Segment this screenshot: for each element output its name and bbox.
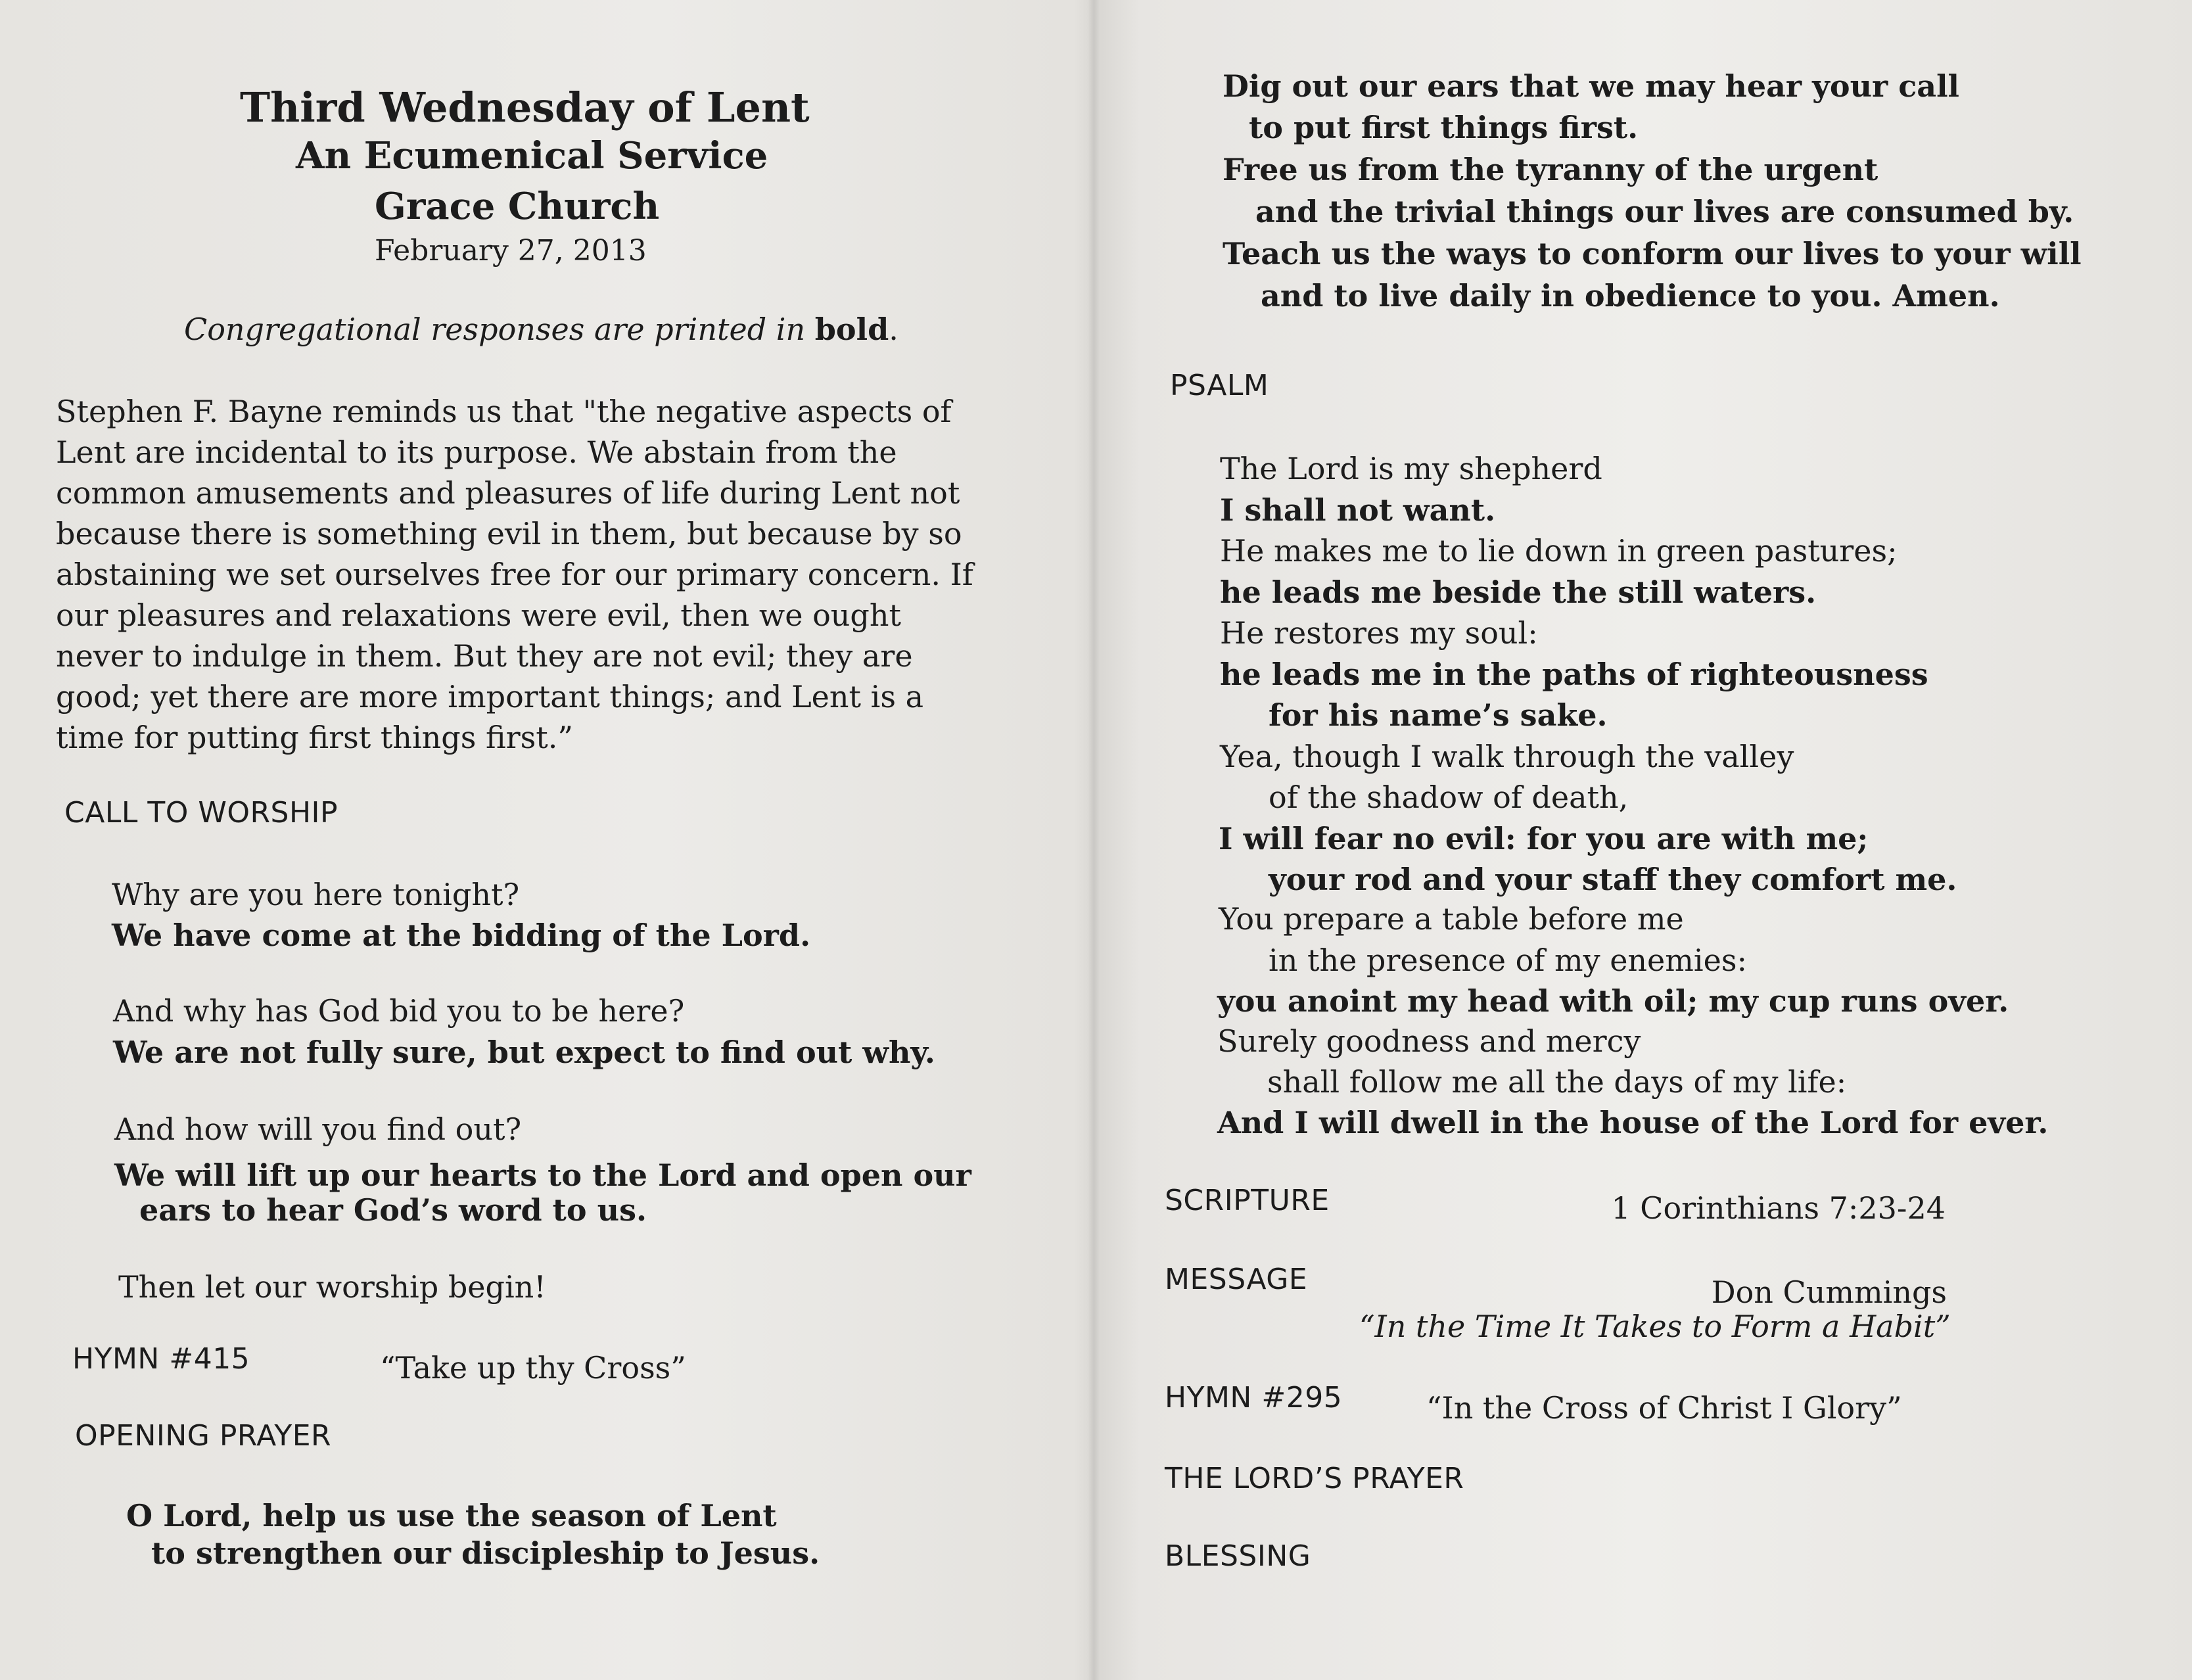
blessing-heading: BLESSING (1165, 1539, 1311, 1573)
service-subtitle: An Ecumenical Service (296, 134, 768, 177)
psalm-line-7: for his name’s sake. (1269, 697, 1608, 733)
prayer-cont-line-1: Dig out our ears that we may hear your call (1223, 68, 1960, 104)
service-title: Third Wednesday of Lent (240, 83, 810, 131)
right-page (1163, 0, 2103, 1680)
call-line-3: And how will you find out? (114, 1111, 522, 1147)
lords-prayer-heading: THE LORD’S PRAYER (1165, 1462, 1464, 1495)
psalm-line-8: Yea, though I walk through the valley (1220, 739, 1794, 774)
psalm-line-17: And I will dwell in the house of the Lord for ever. (1217, 1105, 2049, 1140)
message-speaker: Don Cummings (1711, 1274, 1947, 1310)
prayer-cont-line-5: Teach us the ways to conform our lives to your will (1223, 236, 2082, 271)
center-fold (1088, 0, 1100, 1680)
call-line-2: And why has God bid you to be here? (113, 993, 685, 1029)
psalm-line-3: He makes me to lie down in green pastures; (1220, 533, 1898, 569)
opening-prayer-line-2: to strengthen our discipleship to Jesus. (151, 1535, 820, 1571)
psalm-line-16: shall follow me all the days of my life: (1267, 1064, 1847, 1100)
prayer-cont-line-2: to put first things first. (1249, 110, 1639, 145)
psalm-line-9: of the shadow of death, (1269, 780, 1629, 815)
note-suffix: . (889, 312, 898, 347)
prayer-cont-line-4: and the trivial things our lives are consumed by. (1255, 194, 2074, 229)
message-title: “In the Time It Takes to Form a Habit” (1359, 1309, 1951, 1344)
service-date: February 27, 2013 (375, 234, 647, 268)
hymn-295-title: “In the Cross of Christ I Glory” (1426, 1390, 1902, 1426)
hymn-415-title: “Take up thy Cross” (380, 1350, 686, 1386)
call-to-worship-heading: CALL TO WORSHIP (64, 796, 338, 829)
church-name: Grace Church (375, 185, 660, 228)
responses-note (184, 312, 898, 347)
psalm-line-1: The Lord is my shepherd (1220, 451, 1602, 486)
psalm-line-13: in the presence of my enemies: (1269, 943, 1747, 978)
call-line-4: Then let our worship begin! (118, 1269, 546, 1305)
scripture-reference: 1 Corinthians 7:23-24 (1611, 1190, 1946, 1226)
note-bold: bold (814, 312, 889, 347)
opening-prayer-line-1: O Lord, help us use the season of Lent (126, 1498, 777, 1533)
message-label: MESSAGE (1165, 1263, 1308, 1296)
call-response-3b: ears to hear God’s word to us. (139, 1192, 647, 1228)
psalm-line-4: he leads me beside the still waters. (1220, 574, 1817, 610)
left-page (53, 0, 973, 1680)
note-prefix: Congregational responses are printed in (184, 312, 806, 347)
psalm-heading: PSALM (1170, 369, 1269, 402)
psalm-line-11: your rod and your staff they comfort me. (1269, 862, 1957, 897)
call-line-1: Why are you here tonight? (112, 877, 520, 912)
prayer-cont-line-3: Free us from the tyranny of the urgent (1223, 152, 1878, 187)
psalm-line-6: he leads me in the paths of righteousness (1220, 657, 1928, 692)
psalm-line-10: I will fear no evil: for you are with me; (1219, 821, 1869, 856)
psalm-line-12: You prepare a table before me (1219, 901, 1684, 937)
prayer-cont-line-6: and to live daily in obedience to you. Amen. (1261, 278, 2000, 314)
psalm-line-14: you anoint my head with oil; my cup runs over. (1217, 983, 2009, 1019)
psalm-line-15: Surely goodness and mercy (1217, 1023, 1641, 1059)
call-response-2: We are not fully sure, but expect to find out why. (113, 1035, 935, 1070)
call-response-1: We have come at the bidding of the Lord. (112, 918, 811, 953)
hymn-415-label: HYMN #415 (72, 1342, 250, 1376)
opening-prayer-heading: OPENING PRAYER (75, 1419, 332, 1453)
psalm-line-2: I shall not want. (1220, 492, 1496, 528)
call-response-3a: We will lift up our hearts to the Lord and open our (114, 1157, 971, 1193)
scripture-label: SCRIPTURE (1165, 1184, 1330, 1217)
psalm-line-5: He restores my soul: (1220, 615, 1538, 651)
hymn-295-label: HYMN #295 (1165, 1381, 1343, 1414)
intro-paragraph: Stephen F. Bayne reminds us that "the negative aspects of Lent are incidental to its purpose. We abstain from the common amusements and pleasures of life during Lent not because there is something evil in them, but because by so abstaining we set ourselves free for our primary concern. If our pleasures and relaxations were evil, then we ought never to indulge in them. But they are not evil; they are good; yet there are more important things; and Lent is a time for putting first things first.” (56, 394, 973, 755)
